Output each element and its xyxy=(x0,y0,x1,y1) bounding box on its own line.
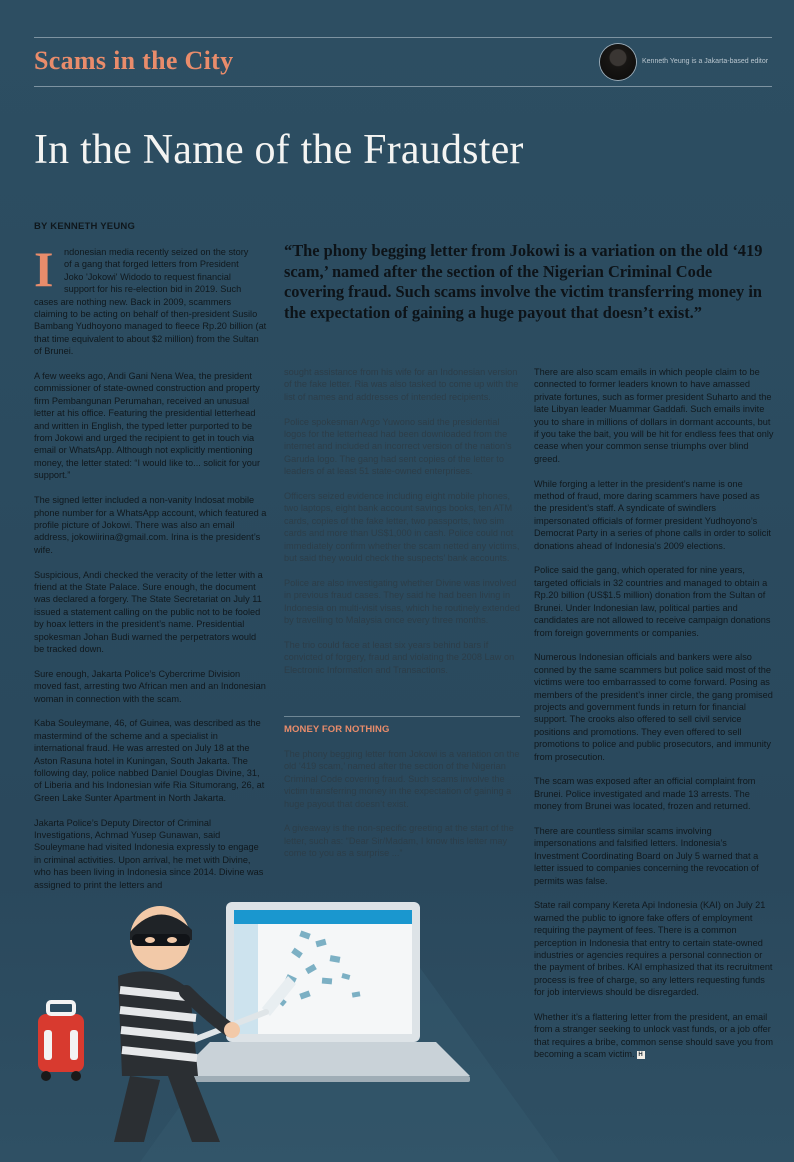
author-credit: Kenneth Yeung is a Jakarta-based editor xyxy=(642,58,769,65)
paragraph: Officers seized evidence including eight mobile phones, two laptops, eight bank account savings books, ten ATM cards, copies of the fake letter, two passports, two sim cards and more than US$1,000 in cash. Police could not immediately confirm whether the scam netted any victims, but said they would check the suspects’ bank accounts. xyxy=(284,491,520,564)
intro-line: ndonesian media recently seized on the story xyxy=(64,247,249,257)
thief-laptop-illustration xyxy=(0,880,794,1162)
paragraph: State rail company Kereta Api Indonesia (KAI) on July 21 warned the public to ignore fake offers of employment requiring the payment of fees. There is a common perception in Indonesia that entry to certain state-owned industries or agencies requires a personal connection or the payment of bribes. KAI emphasized that its recruitment process is free of charge, so any letters requesting funds for job interviews should be disregarded. xyxy=(534,900,773,998)
pull-quote: “The phony begging letter from Jokowi is a variation on the old ‘419 scam,’ named after the section of the Nigerian Criminal Code covering fraud. Such scams involve the victim transferring money in the expectation of gaining a huge payout that doesn’t exist.” xyxy=(284,241,763,322)
author-avatar xyxy=(600,44,636,80)
screen-header-bar xyxy=(234,910,412,924)
intro-line: Joko 'Jokowi' Widodo to request financial xyxy=(64,271,231,282)
section-title: Scams in the City xyxy=(34,46,234,75)
column-2-continued xyxy=(284,748,520,872)
paragraph: Numerous Indonesian officials and bankers were also conned by the same scammers but police said most of the victims were too embarrassed to come forward. Posing as members of the president’s inner circle, the gang promised projects and government funds in return for financial support. The crooks also offered to sell civil service positions and promotions. They even offered to sell promotions to police and public prosecutors, and immunity from prosecution. xyxy=(534,652,773,762)
laptop-base xyxy=(176,1042,470,1076)
subhead: MONEY FOR NOTHING xyxy=(284,724,390,735)
intro-paragraph xyxy=(34,241,267,358)
laptop-base-edge xyxy=(176,1076,470,1082)
paragraph: There are countless similar scams involving impersonations and falsified letters. Indonesia’s Investment Coordinating Board on July 5 warned that a letter issued to companies concerning the revocation of permits was false. xyxy=(534,825,759,886)
byline: BY KENNETH YEUNG xyxy=(34,221,136,232)
paragraph: A few weeks ago, Andi Gani Nena Wea, the president commissioner of state-owned construction and property firm Pembangunan Perumahan, received an unusual letter at his office. Featuring the presidential letterhead and written in English, the typed letter purported to be from Jokowi and urged the recipient to get in touch via email or WhatsApp. Although not explicitly mentioning money, the letter stated: “I would like to... solicit for your support.” xyxy=(34,371,261,481)
intro-line: of a gang that forged letters from President xyxy=(64,259,239,270)
column-1 xyxy=(34,241,267,903)
paragraph: Police are also investigating whether Divine was involved in previous fraud cases. They said he had been living in Indonesia on multi-visit visas, which he routinely extended by travelling to Malaysia once every three months. xyxy=(284,577,520,626)
header-rule xyxy=(34,86,772,87)
paragraph: The signed letter included a non-vanity Indosat mobile phone number for a WhatsApp account, which featured a profile picture of Jokowi. There was also an email address, jokowiirina@gmail.com. Irina is the president’s wife. xyxy=(34,495,267,555)
paragraph: A giveaway is the non-specific greeting at the start of the letter, such as: “Dear Sir/Madam, I know this letter may come to you as a surprise ...” xyxy=(284,823,514,859)
paragraph: sought assistance from his wife for an Indonesian version of the fake letter. Ria was also tasked to come up with the list of names and addresses of intended recipients. xyxy=(284,367,519,402)
paragraph: Police said the gang, which operated for nine years, targeted officials in 32 countries and managed to obtain a Rp.20 billion (US$1.5 million) donation from the Sultan of Brunei. Under Indonesian law, political parties and candidates are not allowed to receive campaign donations from foreign governments or companies. xyxy=(534,565,771,638)
paragraph: Jakarta Police’s Deputy Director of Criminal Investigations, Achmad Yusep Gunawan, said Souleymane had visited Indonesia expressly to engage in criminal activities. Upon arrival, he met with Divine, who has been living in Indonesia since 2014. Divine was assigned to print the letters and xyxy=(34,817,264,890)
end-mark-icon: H xyxy=(638,1051,643,1058)
paragraph: Suspicious, Andi checked the veracity of the letter with a friend at the State Palace. Sure enough, the document was declared a forgery. The State Secretariat on July 11 issued a statement calling on the public not to be fooled by hoax letters in the president’s name. Presidential spokesman Johan Budi warned the perpetrators would be tracked down. xyxy=(34,569,263,654)
suitcase-icon xyxy=(38,1002,84,1081)
paragraph: The scam was exposed after an official complaint from Brunei. Police investigated and made 13 arrests. The money from Brunei was located, frozen and returned. xyxy=(534,776,756,812)
drop-cap: I xyxy=(34,241,54,297)
paragraph: There are also scam emails in which people claim to be connected to former leaders known to have amassed private fortunes, such as former president Suharto and the late Libyan leader Muammar Gaddafi. Such emails invite you to share in millions of dollars in dormant accounts, but if you take the bait, you will be hit for endless fees that only cease when your common sense triumphs over blind greed. xyxy=(534,367,774,464)
closing-text: Whether it’s a flattering letter from the president, an email from a stranger seeking to unlock vast funds, or a job offer that requires a bribe, common sense should save you from becoming a scam victim. xyxy=(534,1012,773,1060)
column-2 xyxy=(284,366,520,688)
intro-line: support for his re-election bid in 2019. Such xyxy=(64,284,242,295)
intro-rest: cases are nothing new. Back in 2009, scammers claiming to be acting on behalf of then-president Susilo Bambang Yudhoyono managed to fleece Rp.20 billion (at that time equivalent to about $2 million) from the Sultan of Brunei. xyxy=(34,296,267,357)
paragraph: The trio could face at least six years behind bars if convicted of forgery, fraud and violating the 2008 Law on Electronic Information and Transactions. xyxy=(284,639,515,675)
paragraph: While forging a letter in the president’s name is one method of fraud, more daring scammers have posed as the president’s staff. A syndicate of swindlers impersonated officials of former president Yudhoyono’s Democrat Party in a series of phone calls in order to solicit donations ahead of Indonesia’s 2009 elections. xyxy=(534,478,771,551)
article-headline: In the Name of the Fraudster xyxy=(34,127,524,173)
subhead-divider xyxy=(284,716,520,717)
paragraph: Police spokesman Argo Yuwono said the presidential logos for the letterhead had been downloaded from the internet and included an incorrect version of the nation’s Garuda logo. The gang had sent copies of the letter to leaders of at least 51 state-owned enterprises. xyxy=(284,416,512,477)
top-rule xyxy=(34,37,772,38)
paragraph: Kaba Souleymane, 46, of Guinea, was described as the mastermind of the scheme and a specialist in international fraud. He was arrested on July 18 at the Aston Rasuna hotel in Kuningan, South Jakarta. The following day, police nabbed Daniel Douglas Divine, 31, of Liberia and his Indonesian wife Ria Situmorang, 26, at Green Lake Sunter Apartment in North Jakarta. xyxy=(34,718,265,803)
paragraph: Sure enough, Jakarta Police’s Cybercrime Division moved fast, arresting two African men and an Indonesian woman in connection with the scam. xyxy=(34,668,266,704)
paragraph: The phony begging letter from Jokowi is a variation on the old ‘419 scam,’ named after the section of the Nigerian Criminal Code covering fraud. Such scams involve the victim transferring money in the expectation of gaining a huge payout that doesn’t exist. xyxy=(284,749,520,809)
